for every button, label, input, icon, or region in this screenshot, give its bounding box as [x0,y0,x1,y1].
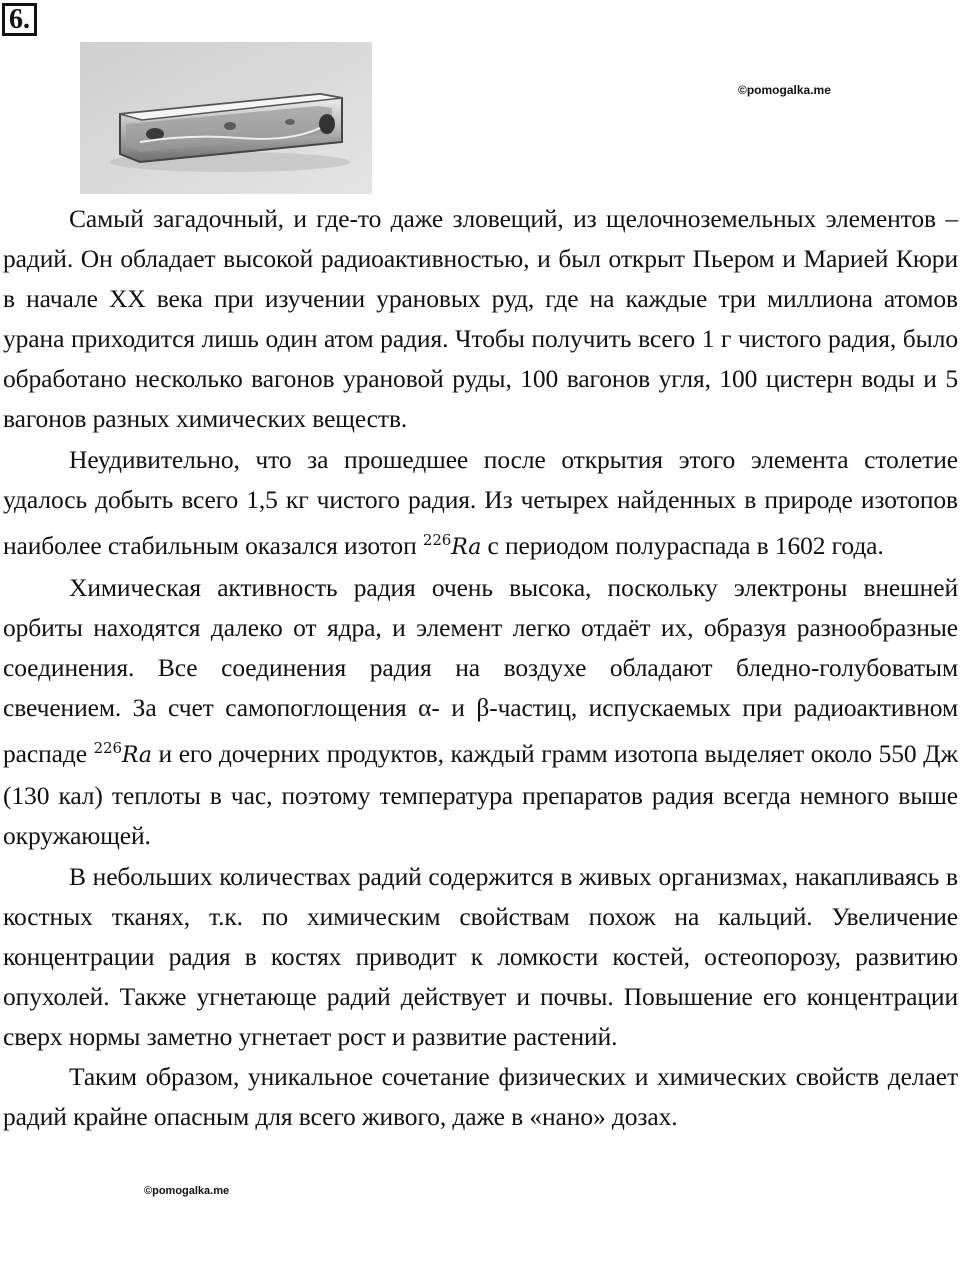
paragraph-1: Самый загадочный, и где-то даже зловещий, из щелочноземельных элементов – радий. Он обладает высокой радиоактивностью, и был открыт Пьером и Марией Кюри в начале XX века при изучении урановых руд, где на каждые три миллиона атомов урана приходится лишь один атом радия. Чтобы получить всего 1 г чистого радия, было обработано несколько вагонов урановой руды, 100 вагонов угля, 100 цистерн воды и 5 вагонов разных химических веществ. [3,204,958,434]
radium-sample-photo [80,42,372,194]
isotope-formula [93,739,152,769]
paragraph-3-after: и его дочерних продуктов, каждый грамм изотопа выделяет около 550 Дж (130 кал) теплоты в час, поэтому температура препаратов радия всегда немного выше окружающей. [3,739,958,851]
task-number: 6. [2,3,37,36]
paragraph-2-before: Неудивительно, что за прошедшее после открытия этого элемента столетие удалось добыть всего 1,5 кг чистого радия. Из четырех найденных в природе изотопов наиболее стабильным оказался изотоп [3,444,958,560]
isotope-mass-number: 226 [93,739,122,758]
article-body [3,199,958,1137]
paragraph-2-after: с периодом полураспада в 1602 года. [481,530,884,560]
paragraph-2 [3,440,958,568]
radium-bar-image [80,42,372,194]
isotope-symbol: Ra [451,534,482,560]
paragraph-5: Таким образом, уникальное сочетание физических и химических свойств делает радий крайне опасным для всего живого, даже в «нано» дозах. [3,1061,958,1132]
isotope-symbol: Ra [121,743,152,769]
isotope-formula [422,530,482,560]
isotope-mass-number: 226 [422,530,452,549]
paragraph-4: В небольших количествах радий содержится в живых организмах, накапливаясь в костных тканях, т.к. по химическим свойствам похож на кальций. Увеличение концентрации радия в костях приводит к ломкости костей, остеопорозу, развитию опухолей. Также угнетающе радий действует и почвы. Повышение его концентрации сверх нормы заметно угнетает рост и развитие растений. [3,861,958,1051]
watermark-top: ©pomogalka.me [738,83,831,97]
paragraph-3 [3,568,958,857]
paragraph-3-before: Химическая активность радия очень высока, поскольку электроны внешней орбиты находятся далеко от ядра, и элемент легко отдаёт их, образуя разнообразные соединения. Все соединения радия на воздухе обладают бледно-голубоватым свечением. За счет самопоглощения α- и β-частиц, испускаемых при радиоактивном распаде [3,572,958,769]
watermark-middle: ©pomogalka.me [144,1185,230,1197]
